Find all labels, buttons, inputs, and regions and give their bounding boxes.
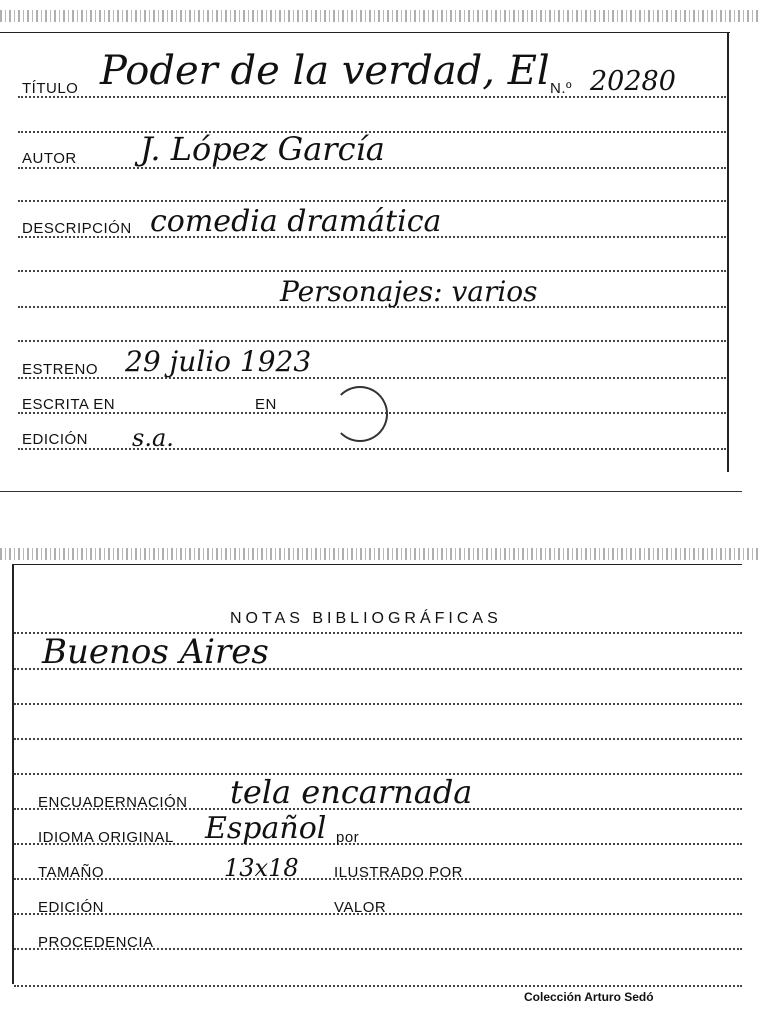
stamp-mark [332, 386, 388, 442]
descripcion-label: DESCRIPCIÓN [22, 220, 132, 237]
ruled-line [18, 200, 726, 202]
ruled-line [14, 985, 742, 987]
descripcion-personajes: Personajes: varios [280, 275, 538, 308]
card-top-border [0, 32, 730, 33]
ruled-line [14, 738, 742, 740]
autor-value: J. López García [140, 130, 385, 168]
por-label: por [336, 829, 360, 846]
estreno-value: 29 julio 1923 [125, 345, 312, 378]
tamano-label: TAMAÑO [38, 864, 105, 881]
edicion-label: EDICIÓN [38, 899, 105, 916]
card-right-border [727, 32, 729, 472]
card-bottom-border [0, 491, 742, 492]
ruled-line [18, 448, 726, 450]
titulo-value: Poder de la verdad, El [100, 48, 550, 94]
card-top-border [12, 564, 742, 565]
edicion-label: EDICIÓN [22, 431, 89, 448]
escrita-en-label: ESCRITA EN [22, 396, 116, 413]
encuadernacion-label: ENCUADERNACIÓN [38, 794, 188, 811]
idioma-value: Español [205, 811, 327, 846]
catalog-card-front [0, 0, 759, 500]
numero-value: 20280 [590, 66, 676, 97]
encuadernacion-value: tela encarnada [230, 773, 473, 811]
tamano-value: 13x18 [224, 854, 299, 882]
procedencia-label: PROCEDENCIA [38, 934, 154, 951]
idioma-label: IDIOMA ORIGINAL [38, 829, 174, 846]
catalog-card-notes [0, 520, 759, 1028]
torn-edge [0, 548, 759, 560]
ruled-line [18, 270, 726, 272]
ruled-line [18, 340, 726, 342]
valor-label: VALOR [334, 899, 387, 916]
descripcion-value: comedia dramática [150, 204, 442, 239]
ilustrado-por-label: ILUSTRADO POR [334, 864, 464, 881]
en-label: EN [255, 396, 277, 413]
notas-heading: NOTAS BIBLIOGRÁFICAS [230, 610, 502, 627]
titulo-label: TÍTULO [22, 80, 79, 97]
torn-edge [0, 10, 759, 22]
estreno-label: ESTRENO [22, 361, 99, 378]
edicion-value: s.a. [132, 424, 174, 452]
ruled-line [14, 703, 742, 705]
notas-value: Buenos Aires [42, 632, 269, 672]
collection-footer: Colección Arturo Sedó [524, 990, 654, 1004]
autor-label: AUTOR [22, 150, 77, 167]
numero-label: N.º [550, 80, 572, 97]
